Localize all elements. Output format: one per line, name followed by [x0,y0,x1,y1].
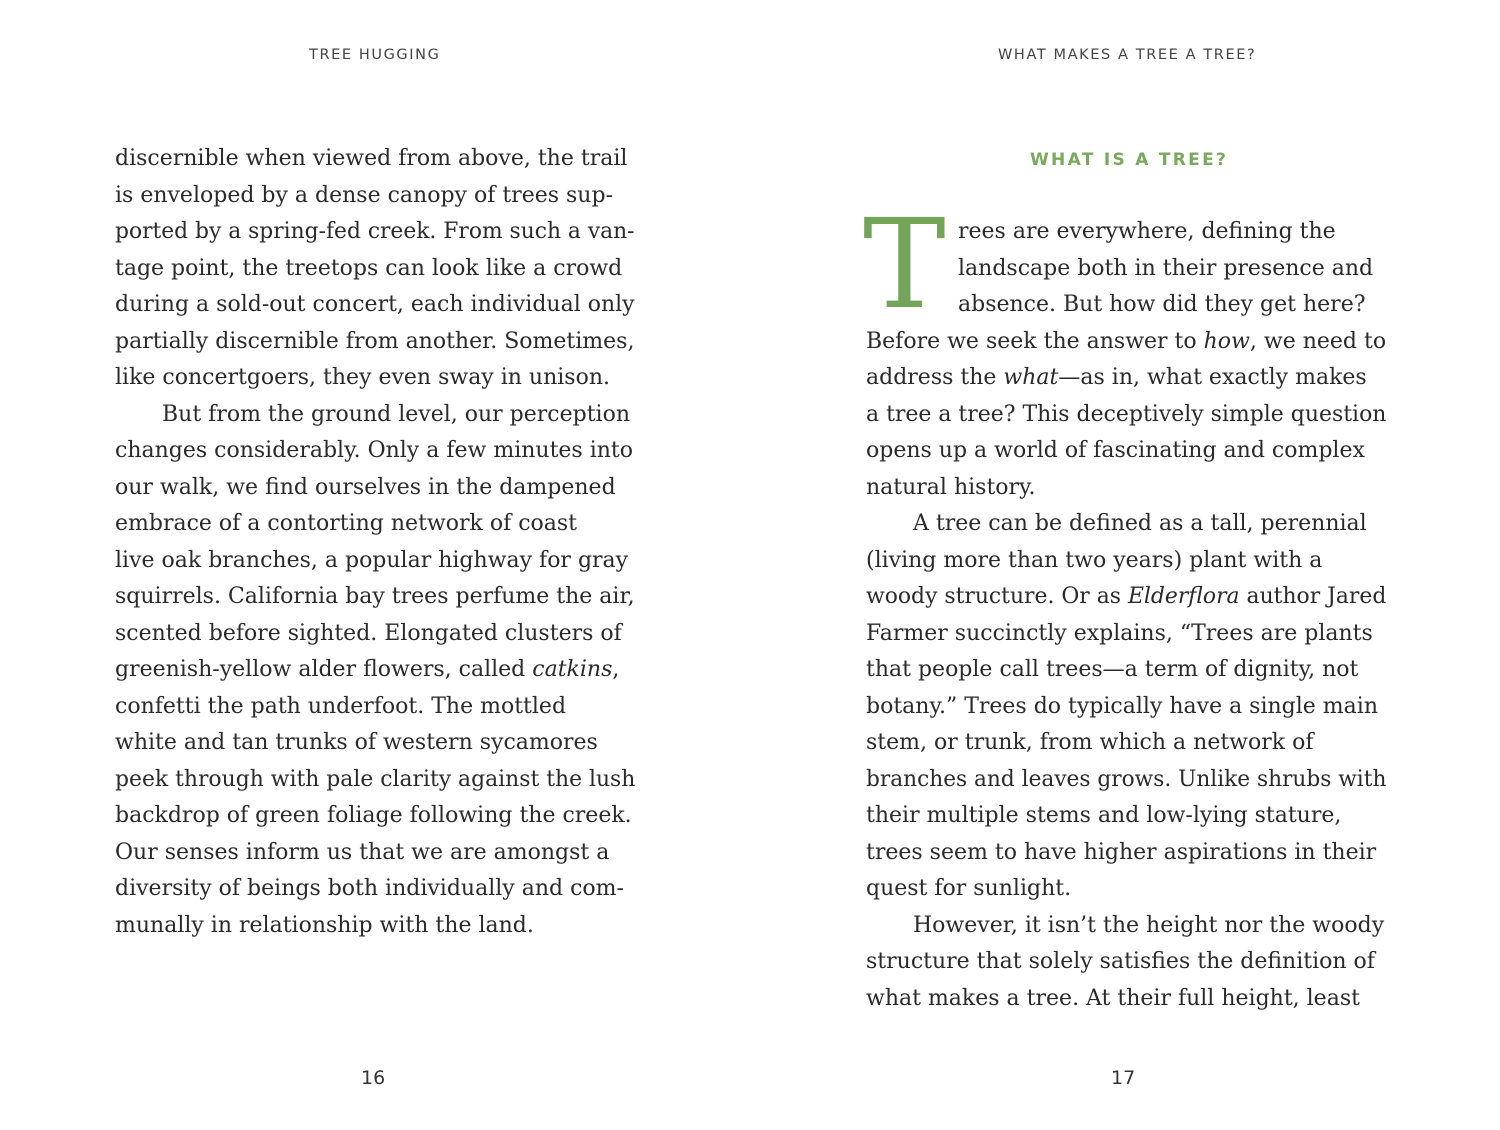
text-line: a tree a tree? This deceptively simple question [866,401,1387,427]
text-line: their multiple stems and low-lying stature, [866,803,1342,828]
italic-term: what [1003,365,1059,390]
text-line: like concertgoers, they even sway in unison. [115,365,610,390]
text-line: is enveloped by a dense canopy of trees sup- [115,182,613,208]
text-line: natural history. [866,474,1036,500]
page-number-right: 17 [1111,1067,1136,1089]
text-line: structure that solely satisfies the definition of [866,949,1375,974]
text-line: confetti the path underfoot. The mottled [115,693,567,719]
text-line [866,579,1387,616]
text-line: tage point, the treetops can look like a crowd [115,255,623,281]
text-line: peek through with pale clarity against the lush [115,766,636,792]
right-page [750,0,1500,1130]
text-segment: author Jared [1239,584,1387,609]
text-segment: —as in, what exactly makes [1058,365,1367,390]
text-line: during a sold-out concert, each individual only [115,292,635,317]
text-line [866,360,1386,397]
text-line: A tree can be defined as a tall, perennial [913,511,1367,536]
text-segment: address the [866,365,1004,390]
text-line: discernible when viewed from above, the trail [115,146,628,171]
text-line: (living more than two years) plant with a [866,547,1323,573]
text-line: branches and leaves grows. Unlike shrubs with [866,766,1387,792]
text-segment: greenish-yellow alder flowers, called [115,657,533,682]
text-line: our walk, we find ourselves in the dampened [115,474,616,500]
text-segment: woody structure. Or as [866,584,1128,609]
page-number-left: 16 [361,1067,386,1089]
text-line: However, it isn’t the height nor the woody [913,912,1385,938]
italic-term: catkins [532,657,613,682]
text-line: ported by a spring-fed creek. From such a van- [115,219,635,244]
text-line: backdrop of green foliage following the creek. [115,803,632,828]
drop-cap: T [863,193,946,337]
text-line: trees seem to have higher aspirations in their [866,839,1377,865]
text-line: stem, or trunk, from which a network of [866,730,1314,755]
section-heading: WHAT IS A TREE? [1030,150,1229,170]
text-line: that people call trees—a term of dignity, not [866,657,1359,682]
text-line: opens up a world of fascinating and complex [866,438,1365,463]
text-segment: , [612,657,620,682]
text-line: absence. But how did they get here? [958,292,1366,317]
running-head-right: WHAT MAKES A TREE A TREE? [998,47,1257,63]
italic-term: how [1203,328,1250,354]
text-line [115,652,635,689]
text-segment: , we need to [1249,328,1387,354]
text-segment: Before we seek the answer to [866,328,1204,354]
text-line: Our senses inform us that we are amongst a [115,839,610,865]
text-line: But from the ground level, our perception [162,401,630,427]
text-line: diversity of beings both individually and com- [115,876,624,901]
running-head-left: TREE HUGGING [309,47,441,63]
body-text-right [866,214,1386,1017]
text-line: white and tan trunks of western sycamores [115,730,598,755]
text-line: rees are everywhere, defining the [958,219,1336,244]
text-line: Farmer succinctly explains, “Trees are plants [866,620,1373,646]
text-line [866,324,1386,361]
text-line: scented before sighted. Elongated clusters of [115,620,622,646]
text-line: embrace of a contorting network of coast [115,511,578,536]
text-line: munally in relationship with the land. [115,912,534,938]
text-line: squirrels. California bay trees perfume the air, [115,584,635,609]
text-line: what makes a tree. At their full height, least [866,985,1360,1011]
text-line: partially discernible from another. Sometimes, [115,328,635,354]
text-line: live oak branches, a popular highway for gray [115,547,629,573]
text-line: landscape both in their presence and [958,255,1374,281]
text-line: botany.” Trees do typically have a single main [866,693,1378,719]
text-line: changes considerably. Only a few minutes into [115,438,633,463]
body-text-left [115,141,635,944]
text-line: quest for sunlight. [866,876,1072,901]
italic-book-title: Elderflora [1127,584,1240,609]
